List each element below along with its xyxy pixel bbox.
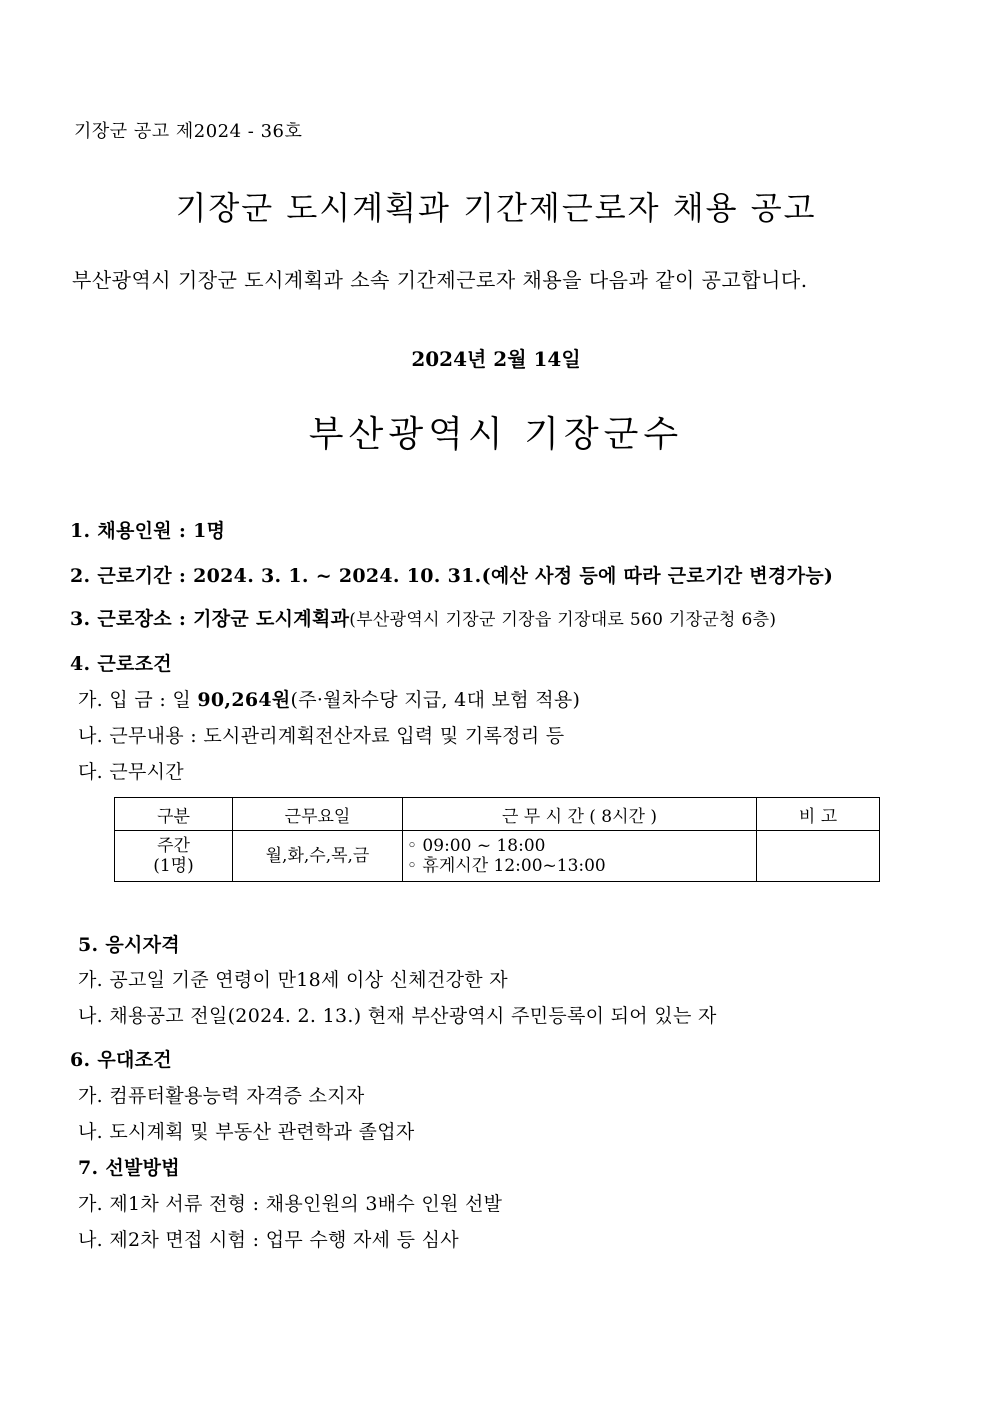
wage-amount: 90,264원 bbox=[197, 689, 291, 711]
selection-item: 나. 제2차 면접 시험 : 업무 수행 자세 등 심사 bbox=[78, 1229, 459, 1251]
table-header: 근무요일 bbox=[233, 798, 403, 831]
page-title: 기장군 도시계획과 기간제근로자 채용 공고 bbox=[175, 189, 817, 227]
section-conditions: 4. 근로조건 bbox=[70, 653, 172, 675]
intro-text: 부산광역시 기장군 도시계획과 소속 기간제근로자 채용을 다음과 같이 공고합니다. bbox=[72, 268, 808, 292]
section-location bbox=[70, 604, 776, 631]
type-line: (1명) bbox=[153, 856, 194, 876]
table-header-row bbox=[115, 798, 880, 831]
notice-number: 기장군 공고 제2024 - 36호 bbox=[74, 121, 303, 142]
notice-date: 2024년 2월 14일 bbox=[411, 347, 581, 371]
condition-hours: 다. 근무시간 bbox=[78, 761, 184, 783]
time-line: ◦ 09:00 ~ 18:00 bbox=[407, 836, 546, 856]
wage-prefix: 가. 입 금 : 일 bbox=[78, 689, 198, 711]
table-header: 근 무 시 간 ( 8시간 ) bbox=[403, 798, 757, 831]
section-period: 2. 근로기간 : 2024. 3. 1. ~ 2024. 10. 31.(예산 사정 등에 따라 근로기간 변경가능) bbox=[70, 565, 834, 587]
wage-suffix: (주·월차수당 지급, 4대 보험 적용) bbox=[290, 689, 581, 711]
table-row bbox=[115, 831, 880, 882]
table-cell-type bbox=[115, 831, 233, 882]
eligibility-item: 나. 채용공고 전일(2024. 2. 13.) 현재 부산광역시 주민등록이 되어 있는 자 bbox=[78, 1005, 717, 1027]
section-eligibility: 5. 응시자격 bbox=[78, 934, 180, 956]
section-headcount: 1. 채용인원 : 1명 bbox=[70, 520, 226, 542]
table-cell-days: 월,화,수,목,금 bbox=[233, 831, 403, 882]
location-label: 3. 근로장소 : 기장군 도시계획과 bbox=[70, 608, 350, 630]
table-cell-note bbox=[757, 831, 880, 882]
condition-wage bbox=[78, 685, 580, 712]
preference-item: 가. 컴퓨터활용능력 자격증 소지자 bbox=[78, 1085, 365, 1107]
time-line: ◦ 휴게시간 12:00~13:00 bbox=[407, 856, 606, 876]
selection-item: 가. 제1차 서류 전형 : 채용인원의 3배수 인원 선발 bbox=[78, 1193, 503, 1215]
section-selection: 7. 선발방법 bbox=[78, 1157, 180, 1179]
preference-item: 나. 도시계획 및 부동산 관련학과 졸업자 bbox=[78, 1121, 415, 1143]
location-detail: (부산광역시 기장군 기장읍 기장대로 560 기장군청 6층) bbox=[349, 610, 777, 630]
issuer-name: 부산광역시 기장군수 bbox=[308, 414, 684, 455]
schedule-table bbox=[114, 797, 880, 882]
section-preferences: 6. 우대조건 bbox=[70, 1049, 172, 1071]
table-header: 비 고 bbox=[757, 798, 880, 831]
eligibility-item: 가. 공고일 기준 연령이 만18세 이상 신체건강한 자 bbox=[78, 969, 508, 991]
condition-work: 나. 근무내용 : 도시관리계획전산자료 입력 및 기록정리 등 bbox=[78, 725, 565, 747]
table-header: 구분 bbox=[115, 798, 233, 831]
table-cell-time bbox=[403, 831, 757, 882]
type-line: 주간 bbox=[157, 836, 190, 856]
